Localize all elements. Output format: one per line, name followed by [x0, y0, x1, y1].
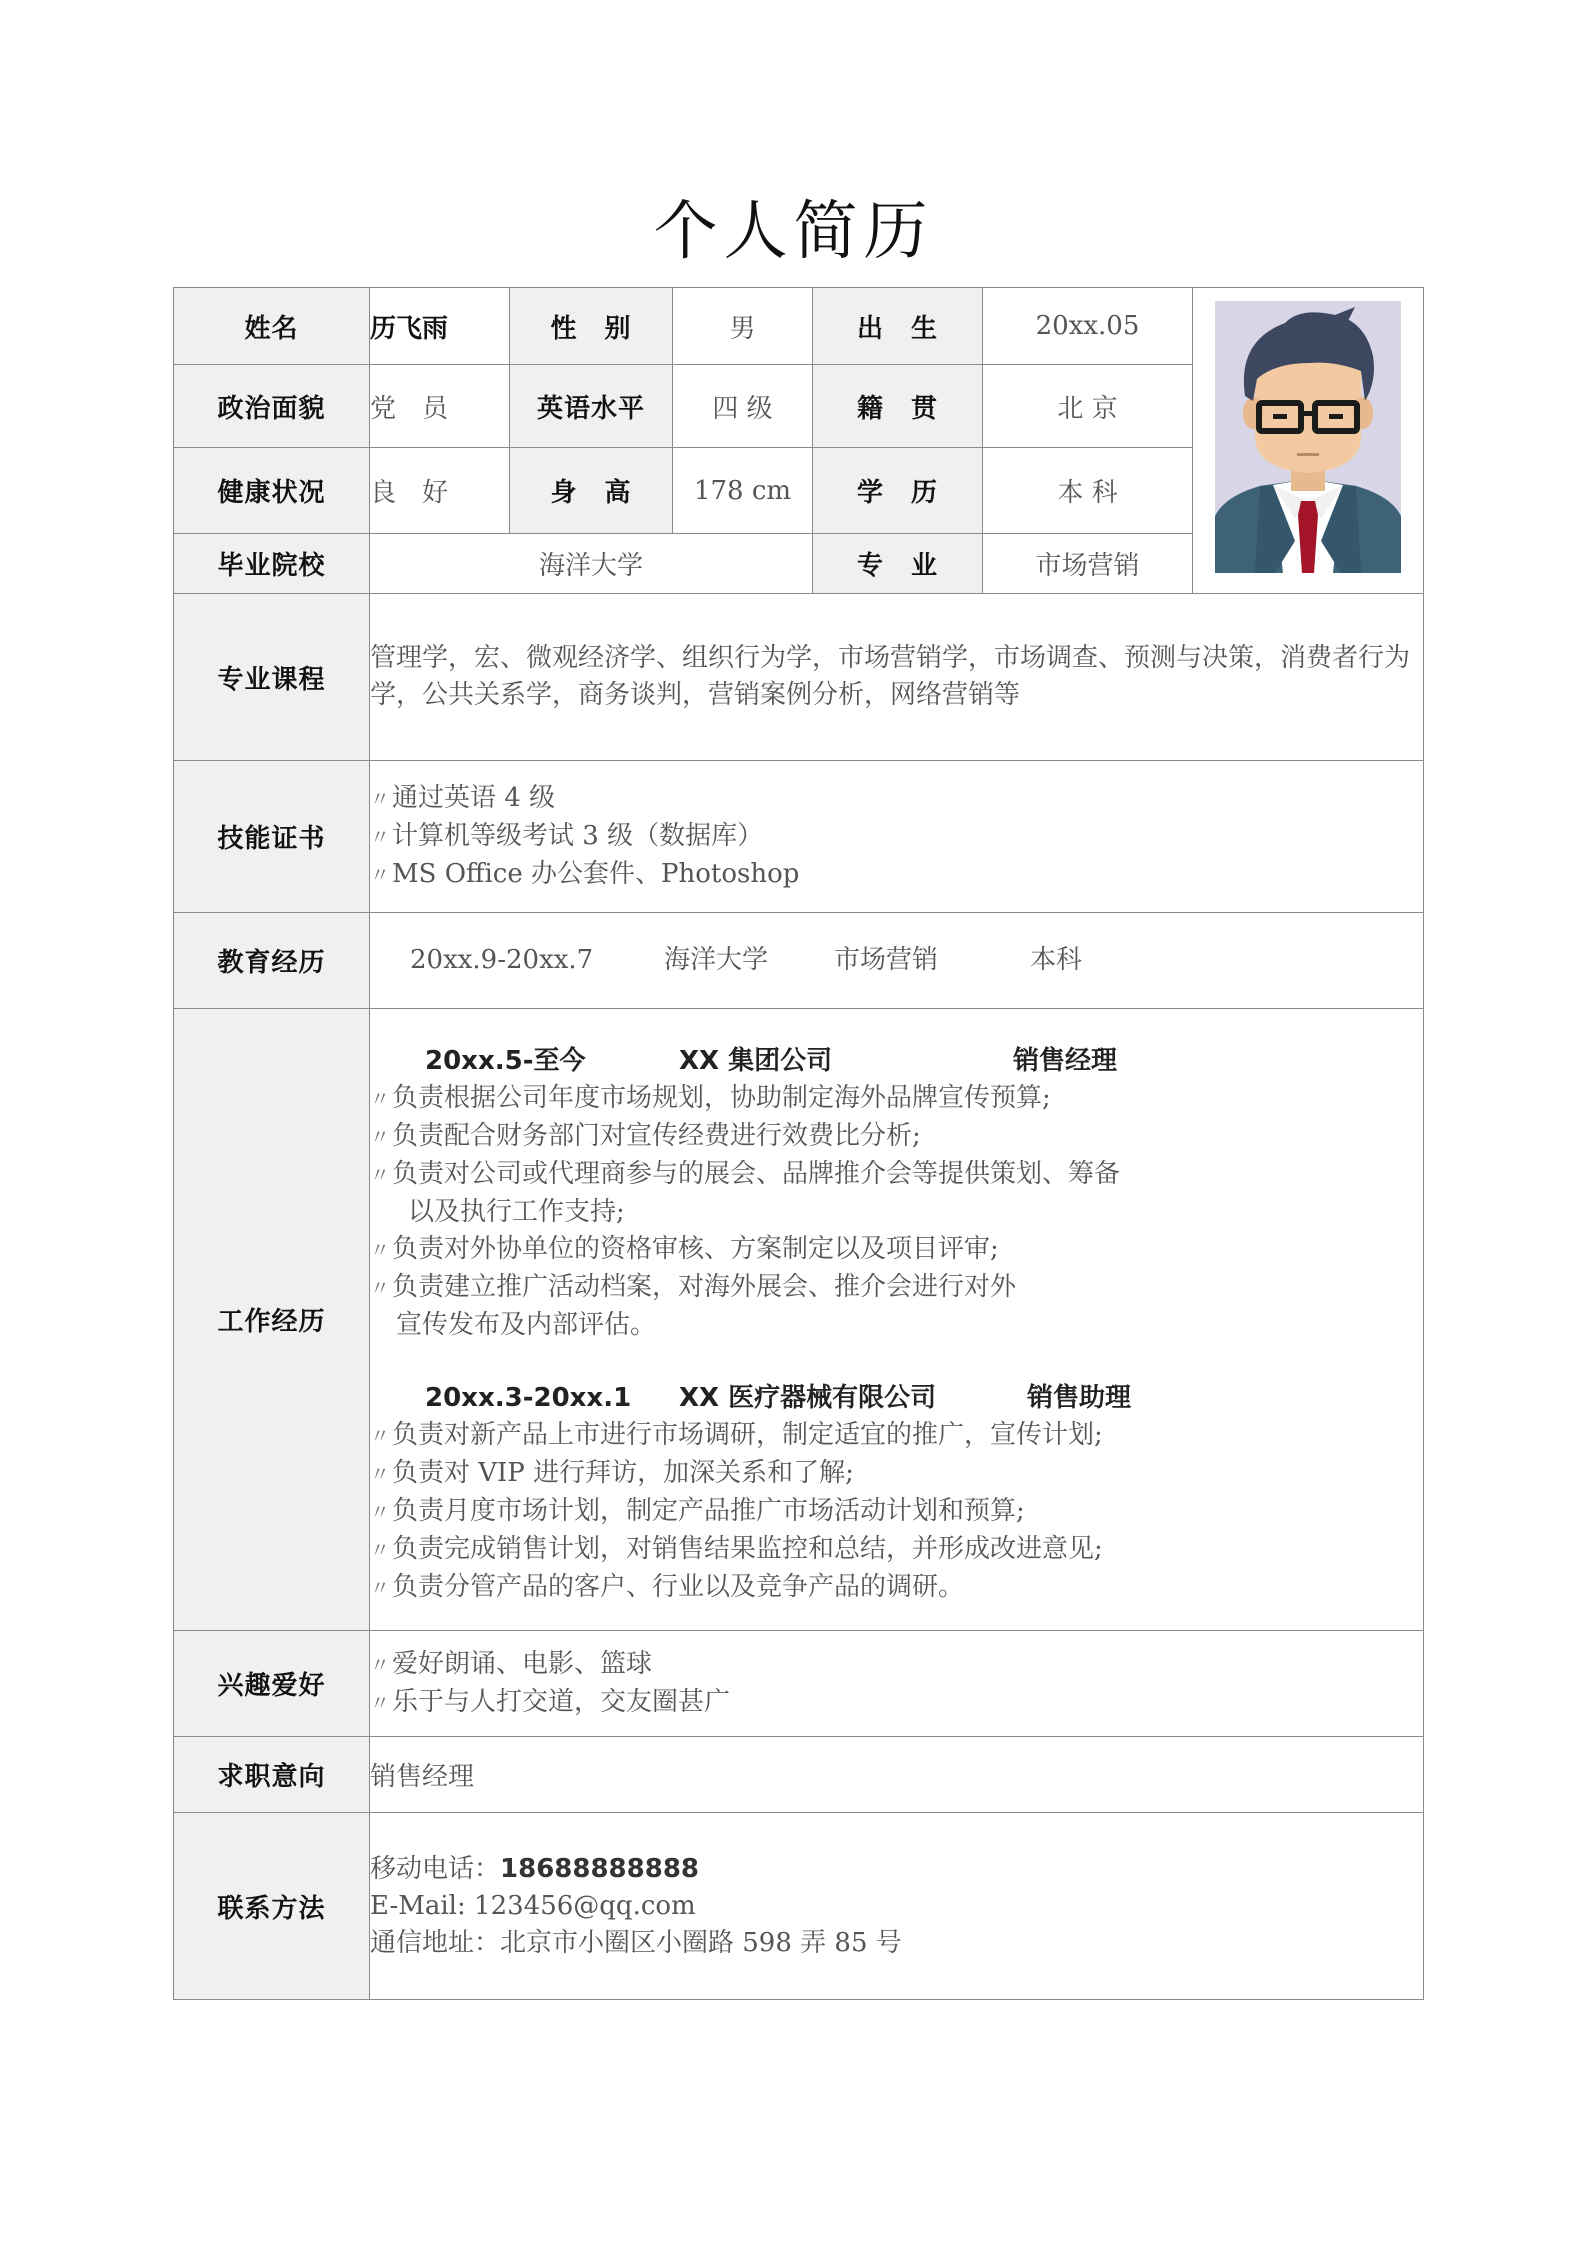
duty-item: 〃负责配合财务部门对宣传经费进行效费比分析; [370, 1118, 1423, 1156]
birth-value: 20xx.05 [983, 288, 1193, 365]
bullet-icon: 〃 [370, 1576, 390, 1600]
bullet-icon: 〃 [370, 1276, 390, 1300]
job-period: 20xx.5-至今 [425, 1046, 586, 1076]
duty-item: 〃负责对 VIP 进行拜访，加深关系和了解; [370, 1455, 1423, 1493]
education-degree: 本科 [1030, 945, 1083, 975]
native-label: 籍 贯 [813, 365, 983, 448]
bullet-icon: 〃 [370, 1500, 390, 1524]
photo-cell [1193, 288, 1424, 594]
gender-value: 男 [673, 288, 813, 365]
intention-label: 求职意向 [174, 1737, 370, 1813]
duty-item: 〃负责对公司或代理商参与的展会、品牌推介会等提供策划、筹备 以及执行工作支持; [370, 1159, 1121, 1227]
skills-label: 技能证书 [174, 761, 370, 913]
skill-item: 〃计算机等级考试 3 级（数据库） [370, 818, 1423, 856]
school-value: 海洋大学 [370, 534, 813, 594]
height-value: 178 cm [673, 448, 813, 534]
hobby-item: 〃乐于与人打交道，交友圈甚广 [370, 1684, 1423, 1722]
health-label: 健康状况 [174, 448, 370, 534]
political-value: 党 员 [370, 365, 510, 448]
hobbies-list [370, 1631, 1424, 1737]
courses-text: 管理学，宏、微观经济学、组织行为学，市场营销学，市场调查、预测与决策，消费者行为学，公共关系学，商务谈判，营销案例分析，网络营销等 [370, 594, 1424, 761]
education-label: 教育经历 [174, 913, 370, 1009]
contact-address: 通信地址：北京市小圈区小圈路 598 弄 85 号 [370, 1927, 902, 1958]
bullet-icon: 〃 [370, 1424, 390, 1448]
avatar-icon [1215, 301, 1401, 573]
bullet-icon: 〃 [370, 1087, 390, 1111]
height-label: 身 高 [510, 448, 673, 534]
education-period: 20xx.9-20xx.7 [410, 945, 594, 975]
contact-phone: 移动电话：18688888888 [370, 1853, 700, 1884]
skill-item: 〃通过英语 4 级 [370, 780, 1423, 818]
hobby-item: 〃爱好朗诵、电影、篮球 [370, 1646, 1423, 1684]
native-value: 北 京 [983, 365, 1193, 448]
degree-label: 学 历 [813, 448, 983, 534]
skill-item: 〃MS Office 办公套件、Photoshop [370, 856, 1423, 894]
resume-table [173, 287, 1424, 2000]
duty-item: 〃负责根据公司年度市场规划，协助制定海外品牌宣传预算; [370, 1080, 1423, 1118]
english-value: 四 级 [673, 365, 813, 448]
bullet-icon: 〃 [370, 1163, 390, 1187]
job-position: 销售经理 [1013, 1046, 1118, 1076]
duty-item: 〃负责对外协单位的资格审核、方案制定以及项目评审; [370, 1231, 1423, 1269]
work-label: 工作经历 [174, 1009, 370, 1631]
major-value: 市场营销 [983, 534, 1193, 594]
duty-item: 〃负责建立推广活动档案，对海外展会、推介会进行对外 宣传发布及内部评估。 [370, 1272, 1017, 1340]
contact-label: 联系方法 [174, 1813, 370, 2000]
education-major: 市场营销 [834, 945, 939, 975]
bullet-icon: 〃 [370, 1125, 390, 1149]
duty-item: 〃负责完成销售计划，对销售结果监控和总结，并形成改进意见; [370, 1531, 1423, 1569]
skills-list [370, 761, 1424, 913]
job-header [370, 1043, 1423, 1080]
bullet-icon: 〃 [370, 786, 390, 811]
duty-item: 〃负责分管产品的客户、行业以及竞争产品的调研。 [370, 1569, 1423, 1607]
birth-label: 出 生 [813, 288, 983, 365]
job-header [370, 1380, 1423, 1417]
english-label: 英语水平 [510, 365, 673, 448]
gender-label: 性 别 [510, 288, 673, 365]
bullet-icon: 〃 [370, 1652, 390, 1677]
school-label: 毕业院校 [174, 534, 370, 594]
education-row [370, 913, 1424, 1009]
contact-info [370, 1813, 1424, 2000]
work-experience [370, 1009, 1424, 1631]
job-position: 销售助理 [1027, 1383, 1132, 1413]
bullet-icon: 〃 [370, 824, 390, 849]
duty-item: 〃负责月度市场计划，制定产品推广市场活动计划和预算; [370, 1493, 1423, 1531]
health-value: 良 好 [370, 448, 510, 534]
bullet-icon: 〃 [370, 1690, 390, 1715]
hobbies-label: 兴趣爱好 [174, 1631, 370, 1737]
page-title: 个人简历 [653, 195, 934, 269]
political-label: 政治面貌 [174, 365, 370, 448]
bullet-icon: 〃 [370, 1462, 390, 1486]
job-company: XX 集团公司 [679, 1046, 833, 1076]
duty-item: 〃负责对新产品上市进行市场调研，制定适宜的推广，宣传计划; [370, 1417, 1423, 1455]
bullet-icon: 〃 [370, 1238, 390, 1262]
job-company: XX 医疗器械有限公司 [679, 1383, 937, 1413]
name-label: 姓名 [174, 288, 370, 365]
courses-label: 专业课程 [174, 594, 370, 761]
major-label: 专 业 [813, 534, 983, 594]
education-school: 海洋大学 [664, 945, 769, 975]
name-value: 历飞雨 [370, 288, 510, 365]
job-period: 20xx.3-20xx.1 [425, 1383, 632, 1413]
contact-email: E-Mail: 123456@qq.com [370, 1890, 696, 1921]
intention-value: 销售经理 [370, 1737, 1424, 1813]
bullet-icon: 〃 [370, 862, 390, 887]
bullet-icon: 〃 [370, 1538, 390, 1562]
degree-value: 本 科 [983, 448, 1193, 534]
